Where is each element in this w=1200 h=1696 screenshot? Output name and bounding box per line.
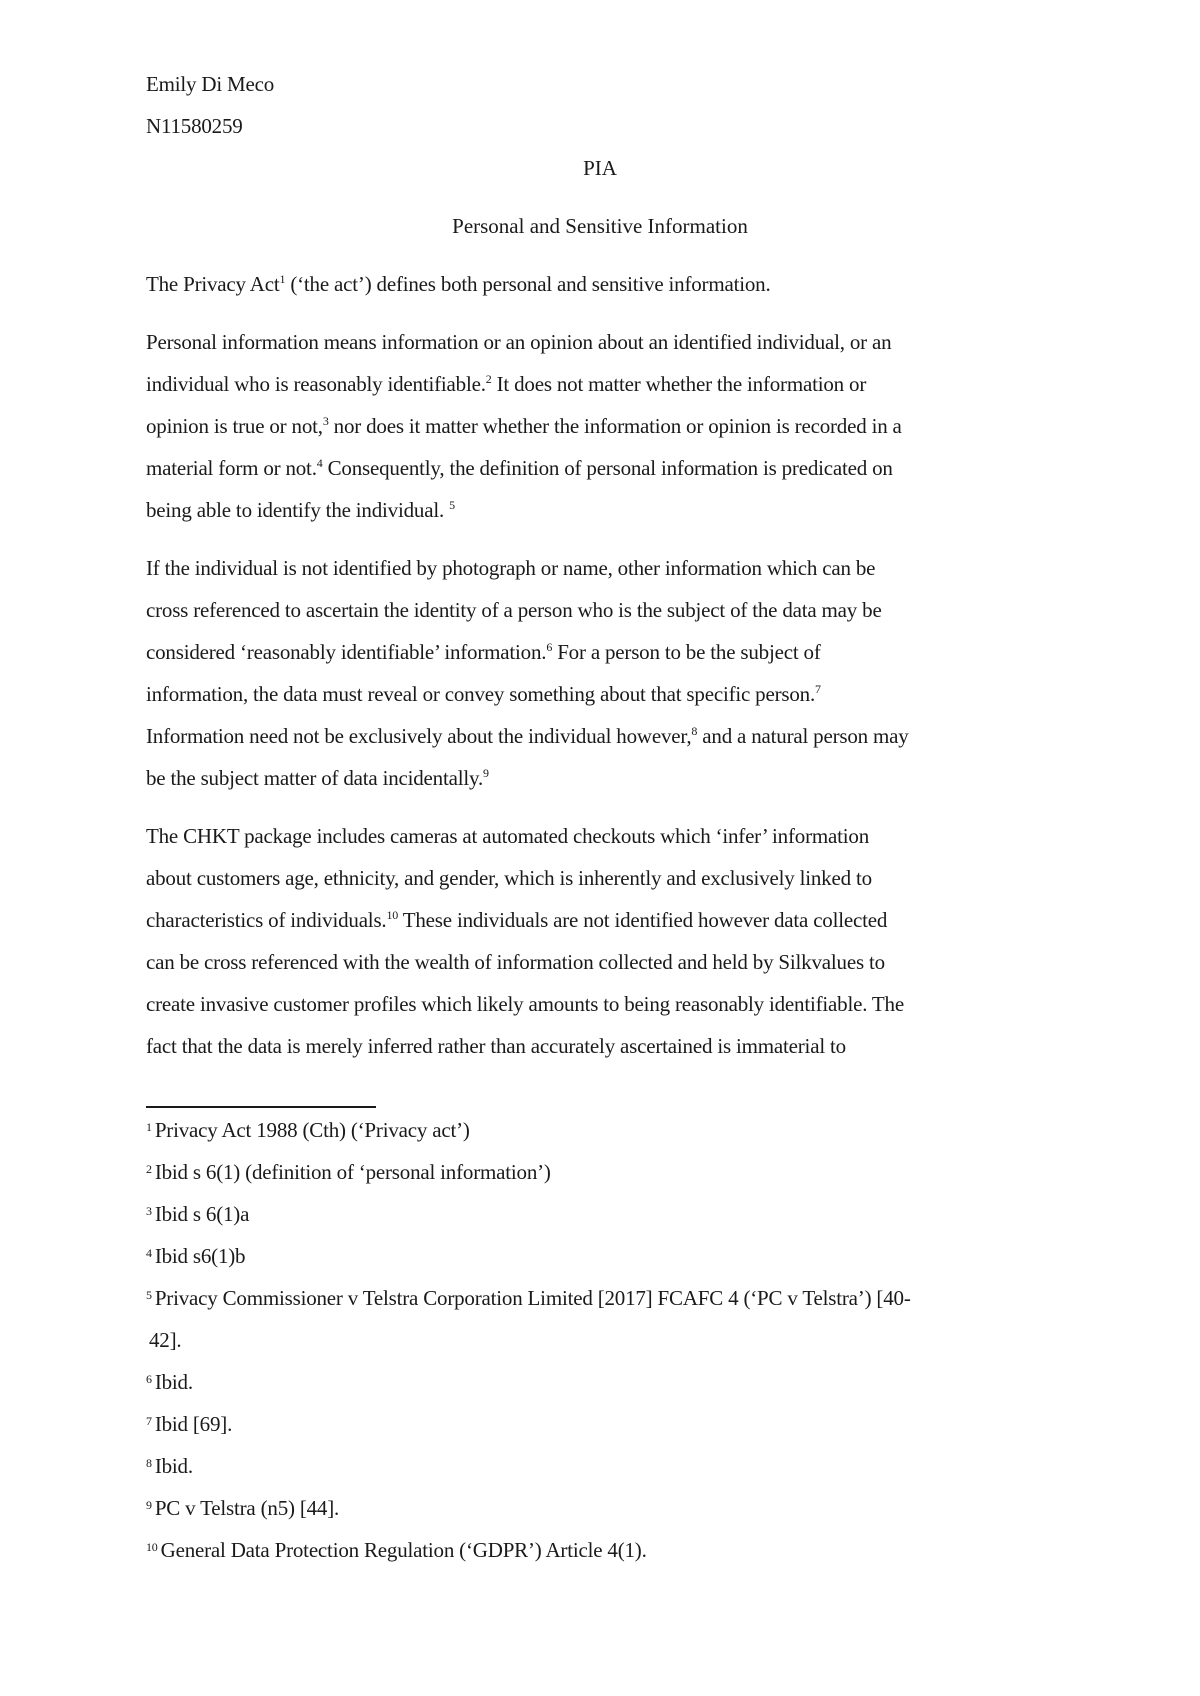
footnote-mark: 9 bbox=[146, 1498, 152, 1512]
footnote bbox=[146, 1244, 245, 1269]
text-run: about customers age, ethnicity, and gender, which is inherently and exclusively linked to bbox=[146, 866, 872, 890]
footnote-mark: 7 bbox=[146, 1414, 152, 1428]
footnote-mark: 1 bbox=[146, 1120, 152, 1134]
footnote-text: PC v Telstra (n5) [44]. bbox=[154, 1496, 340, 1520]
text-line bbox=[146, 598, 882, 623]
text-run: material form or not. bbox=[146, 456, 317, 480]
text-line bbox=[146, 824, 869, 849]
footnote-text: Ibid. bbox=[154, 1370, 193, 1394]
text-line bbox=[146, 724, 909, 749]
text-line bbox=[146, 908, 887, 933]
footnote bbox=[146, 1328, 181, 1353]
text-line bbox=[146, 766, 489, 791]
footnote-ref[interactable]: 7 bbox=[815, 682, 821, 696]
text-run: and a natural person may bbox=[697, 724, 909, 748]
footnote-mark: 6 bbox=[146, 1372, 152, 1386]
footnote-mark: 5 bbox=[146, 1288, 152, 1302]
text-run: being able to identify the individual. bbox=[146, 498, 450, 522]
footnote-ref[interactable]: 2 bbox=[485, 372, 492, 386]
footnote bbox=[146, 1370, 193, 1395]
text-run: Personal information means information or an opinion about an identified individual, or an bbox=[146, 330, 892, 354]
footnote-mark: 10 bbox=[146, 1540, 158, 1554]
text-run: individual who is reasonably identifiable. bbox=[146, 372, 486, 396]
text-run: create invasive customer profiles which likely amounts to being reasonably identifiable. The bbox=[146, 992, 904, 1016]
footnote-text: General Data Protection Regulation (‘GDPR’) Article 4(1). bbox=[160, 1538, 647, 1562]
section-heading: Personal and Sensitive Information bbox=[452, 214, 748, 238]
footnote-ref[interactable]: 9 bbox=[483, 766, 489, 780]
text-line bbox=[146, 330, 891, 355]
text-run: These individuals are not identified however data collected bbox=[398, 908, 888, 932]
text-run: considered ‘reasonably identifiable’ information. bbox=[146, 640, 547, 664]
footnote bbox=[146, 1454, 193, 1479]
text-run: opinion is true or not, bbox=[146, 414, 323, 438]
footnote bbox=[146, 1286, 911, 1311]
text-run: fact that the data is merely inferred rather than accurately ascertained is immaterial to bbox=[146, 1034, 846, 1058]
footnote-ref[interactable]: 6 bbox=[546, 640, 553, 654]
footnote bbox=[146, 1202, 249, 1227]
paragraph-1: The Privacy Act$^1$ (‘the act’) defines both personal and sensitive information. bbox=[146, 272, 771, 296]
text-line bbox=[146, 866, 872, 891]
footnote-text: Privacy Act 1988 (Cth) (‘Privacy act’) bbox=[154, 1118, 470, 1142]
text-line bbox=[146, 950, 885, 975]
footnote bbox=[146, 1118, 470, 1143]
text-run: Information need not be exclusively about the individual however, bbox=[146, 724, 692, 748]
footnote-text: 42]. bbox=[149, 1328, 182, 1352]
text-run: Consequently, the definition of personal information is predicated on bbox=[322, 456, 893, 480]
document-title: PIA bbox=[583, 156, 617, 180]
text-run: For a person to be the subject of bbox=[552, 640, 821, 664]
footnote-mark: 8 bbox=[146, 1456, 152, 1470]
text-run: It does not matter whether the information or bbox=[491, 372, 867, 396]
text-line bbox=[146, 414, 902, 439]
footnote bbox=[146, 1160, 551, 1185]
footnote-ref[interactable]: 1 bbox=[279, 272, 286, 286]
footnote-text: Ibid s 6(1)a bbox=[154, 1202, 250, 1226]
student-id: N11580259 bbox=[146, 114, 243, 138]
text-line bbox=[146, 1034, 846, 1059]
text-run: characteristics of individuals. bbox=[146, 908, 387, 932]
footnote-text: Privacy Commissioner v Telstra Corporation Limited [2017] FCAFC 4 (‘PC v Telstra’) [40- bbox=[154, 1286, 911, 1310]
footnote-ref[interactable]: 10 bbox=[386, 908, 399, 922]
footnote-text: Ibid s 6(1) (definition of ‘personal information’) bbox=[154, 1160, 551, 1184]
text-run: If the individual is not identified by photograph or name, other information which can be bbox=[146, 556, 876, 580]
footnote-mark: 3 bbox=[146, 1204, 152, 1218]
footnote-text: Ibid s6(1)b bbox=[154, 1244, 246, 1268]
footnote-mark: 4 bbox=[146, 1246, 152, 1260]
footnote bbox=[146, 1538, 647, 1563]
footnote bbox=[146, 1412, 232, 1437]
footnote-ref[interactable]: 3 bbox=[322, 414, 329, 428]
footnote-mark: 2 bbox=[146, 1162, 152, 1176]
text-line bbox=[146, 992, 904, 1017]
footnote-separator bbox=[146, 1106, 376, 1108]
footnote-text: Ibid [69]. bbox=[154, 1412, 233, 1436]
footnote-text: Ibid. bbox=[154, 1454, 193, 1478]
text-line bbox=[146, 372, 866, 397]
footnote-ref[interactable]: 8 bbox=[691, 724, 698, 738]
footnote-ref[interactable]: 5 bbox=[449, 498, 455, 512]
text-line bbox=[146, 498, 455, 523]
text-line bbox=[146, 456, 893, 481]
text-run: can be cross referenced with the wealth of information collected and held by Silkvalues to bbox=[146, 950, 885, 974]
text-line bbox=[146, 682, 821, 707]
text-run: information, the data must reveal or convey something about that specific person. bbox=[146, 682, 816, 706]
footnote-ref[interactable]: 4 bbox=[316, 456, 323, 470]
text-line bbox=[146, 640, 821, 665]
text-run: The CHKT package includes cameras at automated checkouts which ‘infer’ information bbox=[146, 824, 869, 848]
text-run: nor does it matter whether the information or opinion is recorded in a bbox=[328, 414, 902, 438]
footnote bbox=[146, 1496, 339, 1521]
text-run: cross referenced to ascertain the identity of a person who is the subject of the data may be bbox=[146, 598, 882, 622]
author-name: Emily Di Meco bbox=[146, 72, 275, 96]
text-line bbox=[146, 556, 875, 581]
text-run: be the subject matter of data incidentally. bbox=[146, 766, 483, 790]
